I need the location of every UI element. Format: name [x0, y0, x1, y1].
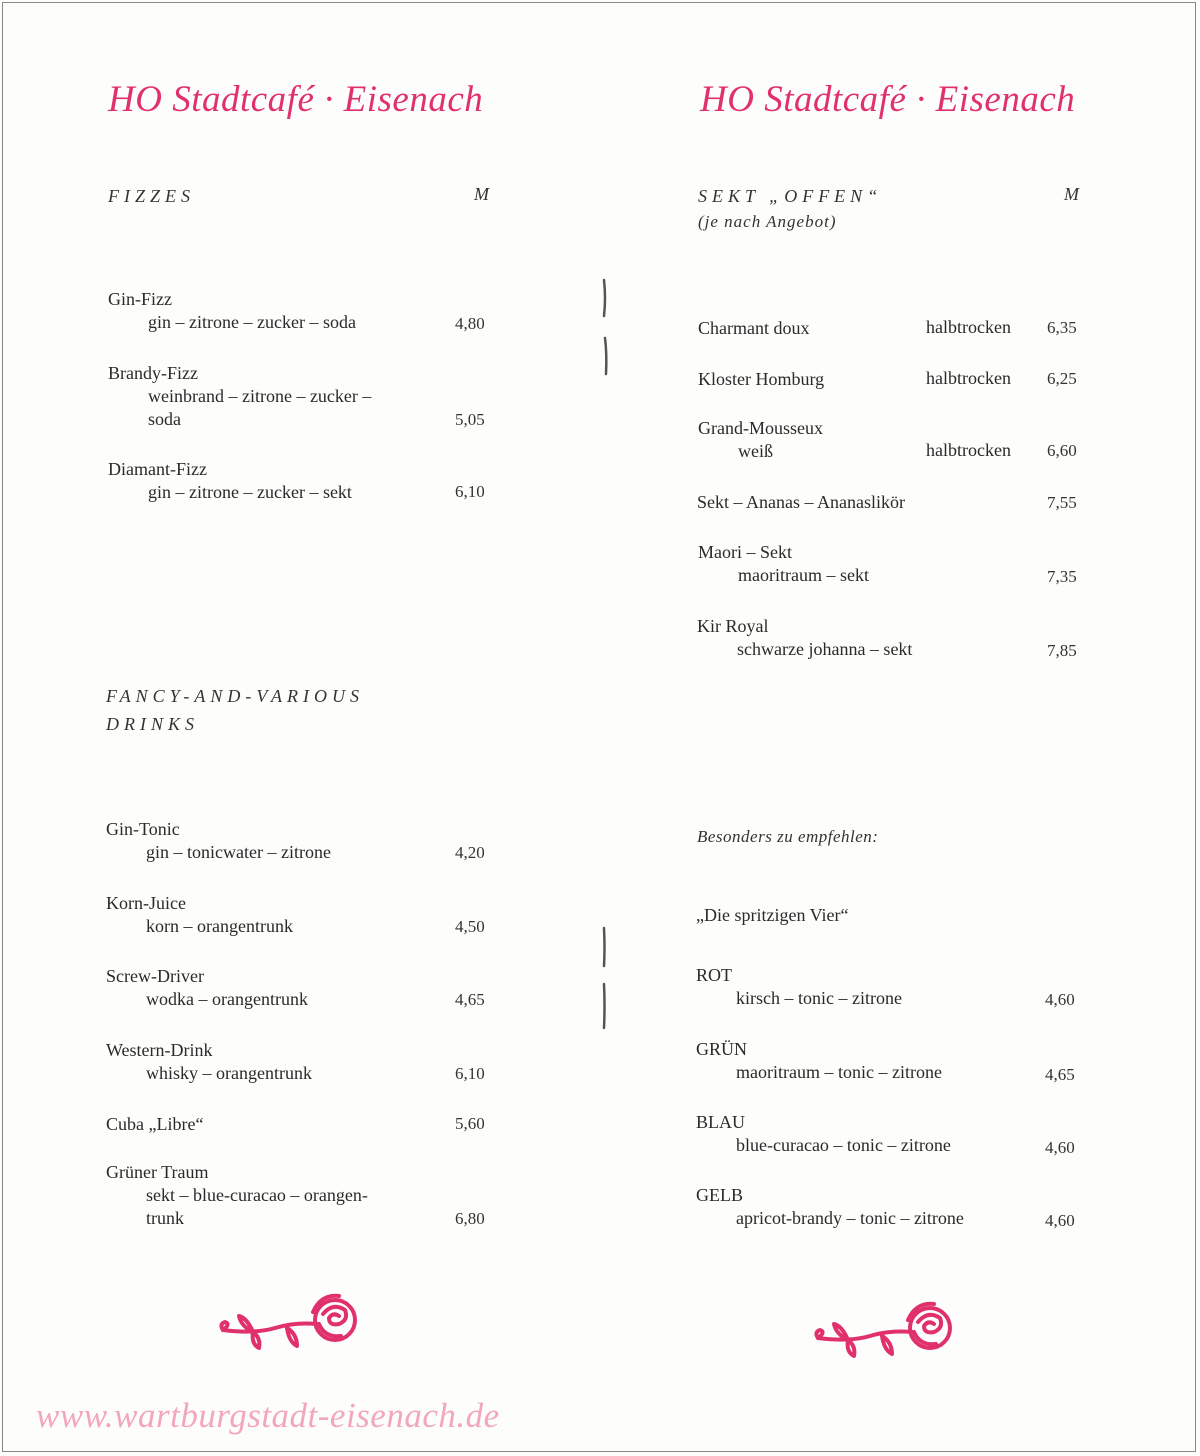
item-name: GRÜN	[696, 1039, 748, 1059]
item-name: Gin-Tonic	[106, 819, 180, 839]
fancy-heading-line1: FANCY-AND-VARIOUS	[106, 686, 364, 706]
menu-item	[698, 317, 809, 340]
item-name: BLAU	[696, 1112, 745, 1132]
right-page	[600, 0, 1200, 1456]
item-price: 7,55	[1047, 493, 1077, 512]
item-desc: schwarze johanna – sekt	[737, 639, 913, 659]
item-name: Korn-Juice	[106, 893, 186, 913]
menu-item	[108, 362, 371, 431]
menu-item	[698, 541, 869, 587]
item-price: 6,80	[455, 1209, 485, 1228]
item-desc: wodka – orangentrunk	[146, 989, 308, 1009]
item-name: Maori – Sekt	[698, 542, 792, 562]
menu-item	[697, 491, 905, 514]
item-desc: korn – orangentrunk	[146, 916, 293, 936]
item-price: 4,60	[1045, 1211, 1075, 1230]
menu-item	[108, 288, 356, 334]
item-desc: maoritraum – sekt	[738, 565, 869, 585]
item-name: Kir Royal	[697, 616, 769, 636]
recommend-note: Besonders zu empfehlen:	[697, 827, 879, 846]
item-desc: whisky – orangentrunk	[146, 1063, 312, 1083]
item-desc: maoritraum – tonic – zitrone	[736, 1062, 942, 1082]
item-name: Charmant doux	[698, 318, 810, 338]
item-price: 7,85	[1047, 641, 1077, 660]
item-desc: gin – zitrone – zucker – sekt	[148, 482, 352, 502]
item-name: Screw-Driver	[106, 966, 204, 986]
item-price: 6,10	[455, 482, 485, 501]
menu-item	[696, 1111, 951, 1157]
item-desc: kirsch – tonic – zitrone	[736, 988, 902, 1008]
staple-icon	[594, 920, 616, 1040]
menu-item	[698, 368, 824, 391]
item-name: Grüner Traum	[106, 1162, 209, 1182]
item-price: 5,60	[455, 1114, 485, 1133]
left-page-title: HO Stadtcafé · Eisenach	[108, 79, 484, 120]
item-name: Diamant-Fizz	[108, 459, 207, 479]
right-page-title: HO Stadtcafé · Eisenach	[700, 79, 1076, 120]
sekt-heading: SEKT „OFFEN“	[698, 186, 883, 206]
item-desc: weiß	[738, 441, 773, 461]
menu-item	[698, 417, 823, 463]
menu-item	[697, 615, 912, 661]
item-name: Western-Drink	[106, 1040, 213, 1060]
rose-icon	[810, 1296, 960, 1376]
item-price: 6,25	[1047, 369, 1077, 388]
item-desc: trunk	[146, 1208, 184, 1228]
item-name: Brandy-Fizz	[108, 363, 198, 383]
menu-item	[106, 965, 308, 1011]
item-price: 4,20	[455, 843, 485, 862]
watermark-url: www.wartburgstadt-eisenach.de	[36, 1396, 500, 1435]
item-desc: soda	[148, 409, 181, 429]
item-price: 6,10	[455, 1064, 485, 1083]
item-name: Sekt – Ananas – Ananaslikör	[697, 492, 905, 512]
item-price: 5,05	[455, 410, 485, 429]
currency-label: M	[1064, 184, 1079, 204]
menu-item	[696, 1184, 964, 1230]
fancy-heading	[106, 682, 364, 738]
currency-label: M	[474, 184, 489, 204]
item-desc: sekt – blue-curacao – orangen-	[146, 1185, 368, 1205]
item-name: Gin-Fizz	[108, 289, 172, 309]
fizzes-heading: FIZZES	[108, 186, 196, 206]
item-price: 4,65	[1045, 1065, 1075, 1084]
item-type: halbtrocken	[926, 317, 1011, 337]
item-desc: gin – zitrone – zucker – soda	[148, 312, 356, 332]
menu-item	[106, 818, 331, 864]
rose-icon	[215, 1288, 365, 1368]
menu-item	[106, 1113, 203, 1136]
recommend-group-title: „Die spritzigen Vier“	[696, 905, 849, 925]
item-desc: gin – tonicwater – zitrone	[146, 842, 331, 862]
item-name: Grand-Mousseux	[698, 418, 823, 438]
item-price: 4,60	[1045, 1138, 1075, 1157]
sekt-subheading: (je nach Angebot)	[698, 212, 837, 231]
item-desc: blue-curacao – tonic – zitrone	[736, 1135, 951, 1155]
item-desc: apricot-brandy – tonic – zitrone	[736, 1208, 964, 1228]
item-name: ROT	[696, 965, 732, 985]
fancy-heading-line2: DRINKS	[106, 714, 199, 734]
item-name: Kloster Homburg	[698, 369, 825, 389]
item-type: halbtrocken	[926, 440, 1011, 460]
item-desc: weinbrand – zitrone – zucker –	[148, 386, 372, 406]
item-price: 4,50	[455, 917, 485, 936]
menu-item	[696, 1038, 942, 1084]
item-price: 6,35	[1047, 318, 1077, 337]
staple-icon	[594, 272, 616, 382]
menu-item	[108, 458, 352, 504]
item-price: 4,65	[455, 990, 485, 1009]
menu-item	[106, 1039, 312, 1085]
item-price: 7,35	[1047, 567, 1077, 586]
menu-item	[106, 1161, 368, 1230]
item-name: Cuba „Libre“	[106, 1114, 204, 1134]
item-price: 4,80	[455, 314, 485, 333]
item-price: 4,60	[1045, 990, 1075, 1009]
item-name: GELB	[696, 1185, 743, 1205]
menu-item	[696, 964, 902, 1010]
item-price: 6,60	[1047, 441, 1077, 460]
menu-item	[106, 892, 293, 938]
item-type: halbtrocken	[926, 368, 1011, 388]
